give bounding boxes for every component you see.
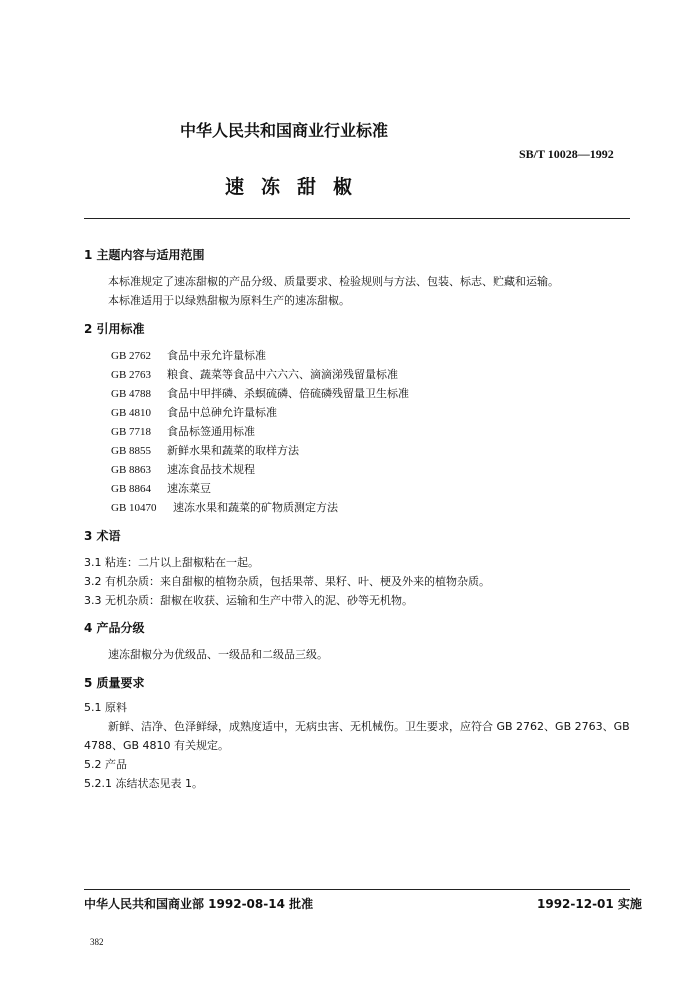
document-title: 速冻甜椒 (225, 176, 370, 198)
reference-code: GB 2762 (111, 350, 152, 362)
approval-date: 中华人民共和国商业部 1992-08-14 批准 (84, 897, 314, 911)
reference-row (111, 385, 409, 401)
section-5-heading: 5 质量要求 (84, 676, 145, 690)
subsection-5-2-1: 5.2.1 冻结状态见表 1。 (84, 777, 203, 790)
reference-row (111, 423, 255, 439)
header-divider (84, 218, 630, 219)
reference-row (111, 404, 277, 420)
reference-name: 速冻菜豆 (167, 482, 211, 495)
reference-code: GB 8863 (111, 464, 152, 476)
reference-code: GB 8864 (111, 483, 152, 495)
reference-name: 食品中汞允许量标准 (167, 349, 266, 362)
effective-date: 1992-12-01 实施 (537, 897, 642, 911)
reference-name: 速冻水果和蔬菜的矿物质测定方法 (173, 501, 338, 514)
reference-row (111, 480, 211, 496)
term-item: 3.1 粘连：二片以上甜椒粘在一起。 (84, 556, 259, 569)
subsection-5-2: 5.2 产品 (84, 758, 127, 771)
subsection-5-1: 5.1 原料 (84, 701, 127, 714)
section-1-paragraph-2: 本标准适用于以绿熟甜椒为原料生产的速冻甜椒。 (108, 294, 350, 307)
section-4-paragraph: 速冻甜椒分为优级品、一级品和二级品三级。 (108, 648, 328, 661)
reference-row (111, 442, 299, 458)
footer-divider (84, 889, 630, 890)
standard-code: SB/T 10028—1992 (519, 147, 614, 161)
reference-name: 食品标签通用标准 (167, 425, 255, 438)
section-1-heading: 1 主题内容与适用范围 (84, 248, 205, 262)
reference-name: 食品中总砷允许量标准 (167, 406, 277, 419)
reference-code: GB 8855 (111, 445, 152, 457)
reference-name: 新鲜水果和蔬菜的取样方法 (167, 444, 299, 457)
term-item: 3.2 有机杂质：来自甜椒的植物杂质，包括果蒂、果籽、叶、梗及外来的植物杂质。 (84, 575, 490, 588)
reference-code: GB 2763 (111, 369, 152, 381)
section-5-1-line-2: 4788、GB 4810 有关规定。 (84, 739, 230, 752)
reference-name: 速冻食品技术规程 (167, 463, 255, 476)
reference-row (111, 461, 255, 477)
reference-row (111, 347, 266, 363)
reference-name: 粮食、蔬菜等食品中六六六、滴滴涕残留量标准 (167, 368, 398, 381)
section-2-heading: 2 引用标准 (84, 322, 145, 336)
reference-name: 食品中甲拌磷、杀螟硫磷、倍硫磷残留量卫生标准 (167, 387, 409, 400)
section-5-1-line-1: 新鲜、洁净、色泽鲜绿，成熟度适中，无病虫害、无机械伤。卫生要求，应符合 GB 2762、GB 2763、GB (108, 720, 630, 733)
term-item: 3.3 无机杂质：甜椒在收获、运输和生产中带入的泥、砂等无机物。 (84, 594, 413, 607)
reference-code: GB 7718 (111, 426, 152, 438)
section-4-heading: 4 产品分级 (84, 621, 145, 635)
reference-code: GB 4810 (111, 407, 152, 419)
reference-row (111, 499, 338, 515)
page-number: 382 (90, 937, 104, 947)
reference-code: GB 10470 (111, 502, 157, 514)
section-3-heading: 3 术语 (84, 529, 121, 543)
reference-row (111, 366, 398, 382)
section-1-paragraph-1: 本标准规定了速冻甜椒的产品分级、质量要求、检验规则与方法、包装、标志、贮藏和运输。 (108, 275, 559, 288)
issuer-heading: 中华人民共和国商业行业标准 (180, 121, 389, 140)
reference-code: GB 4788 (111, 388, 152, 400)
